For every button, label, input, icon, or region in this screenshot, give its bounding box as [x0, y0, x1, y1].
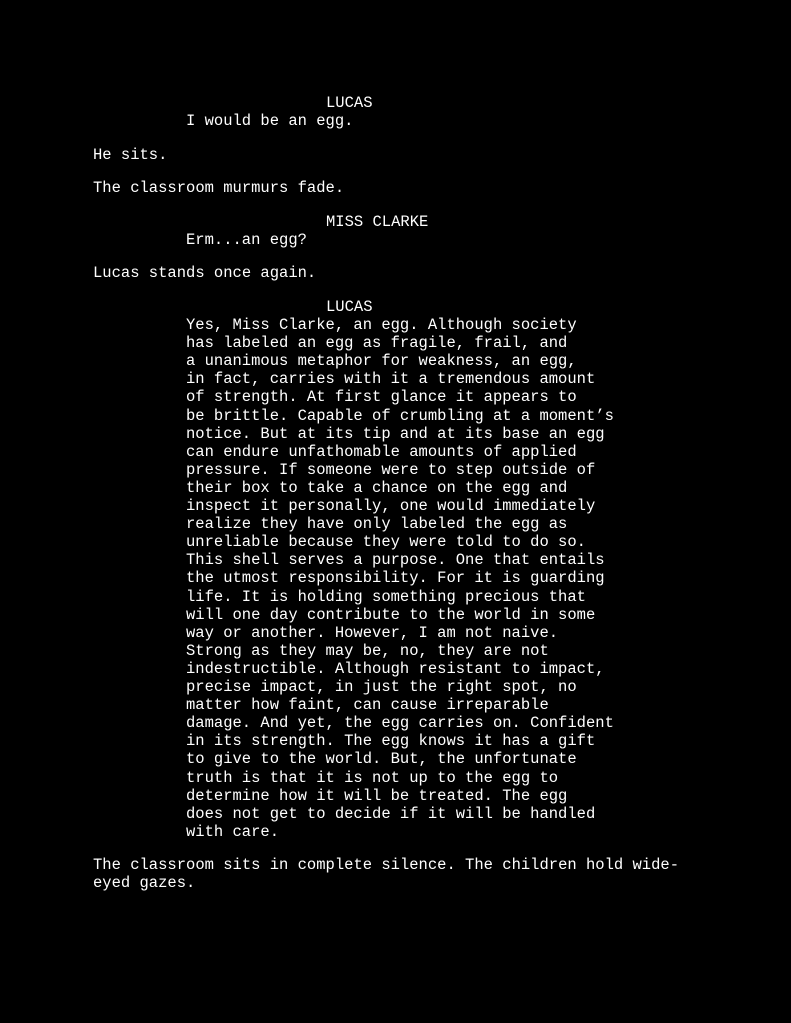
dialogue-line: way or another. However, I am not naive.	[186, 623, 559, 642]
dialogue-line: inspect it personally, one would immediately	[186, 497, 596, 515]
dialogue-line: be brittle. Capable of crumbling at a moment’s	[186, 406, 614, 425]
action-line: The classroom sits in complete silence. The children hold wide-	[93, 856, 679, 874]
dialogue-line: matter how faint, can cause irreparable	[186, 696, 549, 715]
character-name: MISS CLARKE	[326, 213, 429, 231]
dialogue-line: notice. But at its tip and at its base an egg	[186, 424, 605, 443]
dialogue-line: the utmost responsibility. For it is guarding	[186, 569, 605, 588]
dialogue-line: determine how it will be treated. The egg	[186, 786, 568, 805]
dialogue-line: life. It is holding something precious that	[186, 587, 586, 606]
dialogue-line: will one day contribute to the world in some	[186, 605, 596, 624]
dialogue-line: precise impact, in just the right spot, no	[186, 678, 577, 696]
dialogue-line: This shell serves a purpose. One that entails	[186, 551, 605, 570]
action-line: He sits.	[93, 146, 168, 164]
dialogue-line: with care.	[186, 822, 280, 841]
dialogue-line: Yes, Miss Clarke, an egg. Although society	[186, 316, 577, 334]
dialogue-line: does not get to decide if it will be handled	[186, 804, 596, 823]
dialogue-line: Erm...an egg?	[186, 231, 307, 249]
dialogue-line: in fact, carries with it a tremendous amount	[186, 370, 596, 389]
dialogue-line: their box to take a chance on the egg and	[186, 478, 568, 497]
character-name: LUCAS	[326, 94, 373, 112]
dialogue-line: pressure. If someone were to step outside of	[186, 460, 596, 479]
dialogue-line: to give to the world. But, the unfortunate	[186, 750, 577, 769]
action-line: The classroom murmurs fade.	[93, 179, 345, 197]
dialogue-line: damage. And yet, the egg carries on. Confident	[186, 714, 614, 733]
dialogue-line: in its strength. The egg knows it has a gift	[186, 732, 596, 751]
action-line: Lucas stands once again.	[93, 264, 317, 282]
dialogue-line: truth is that it is not up to the egg to	[186, 768, 559, 787]
dialogue-line: I would be an egg.	[186, 112, 354, 130]
dialogue-line: can endure unfathomable amounts of applied	[186, 442, 577, 461]
dialogue-line: has labeled an egg as fragile, frail, and	[186, 334, 568, 353]
dialogue-line: realize they have only labeled the egg as	[186, 515, 568, 534]
dialogue-line: indestructible. Although resistant to impact,	[186, 659, 605, 678]
character-name: LUCAS	[326, 298, 373, 316]
dialogue-line: of strength. At first glance it appears to	[186, 388, 577, 407]
dialogue-line: Strong as they may be, no, they are not	[186, 641, 549, 660]
dialogue-line: unreliable because they were told to do so.	[186, 533, 586, 552]
action-line: eyed gazes.	[93, 874, 196, 892]
dialogue-line: a unanimous metaphor for weakness, an egg,	[186, 352, 577, 371]
